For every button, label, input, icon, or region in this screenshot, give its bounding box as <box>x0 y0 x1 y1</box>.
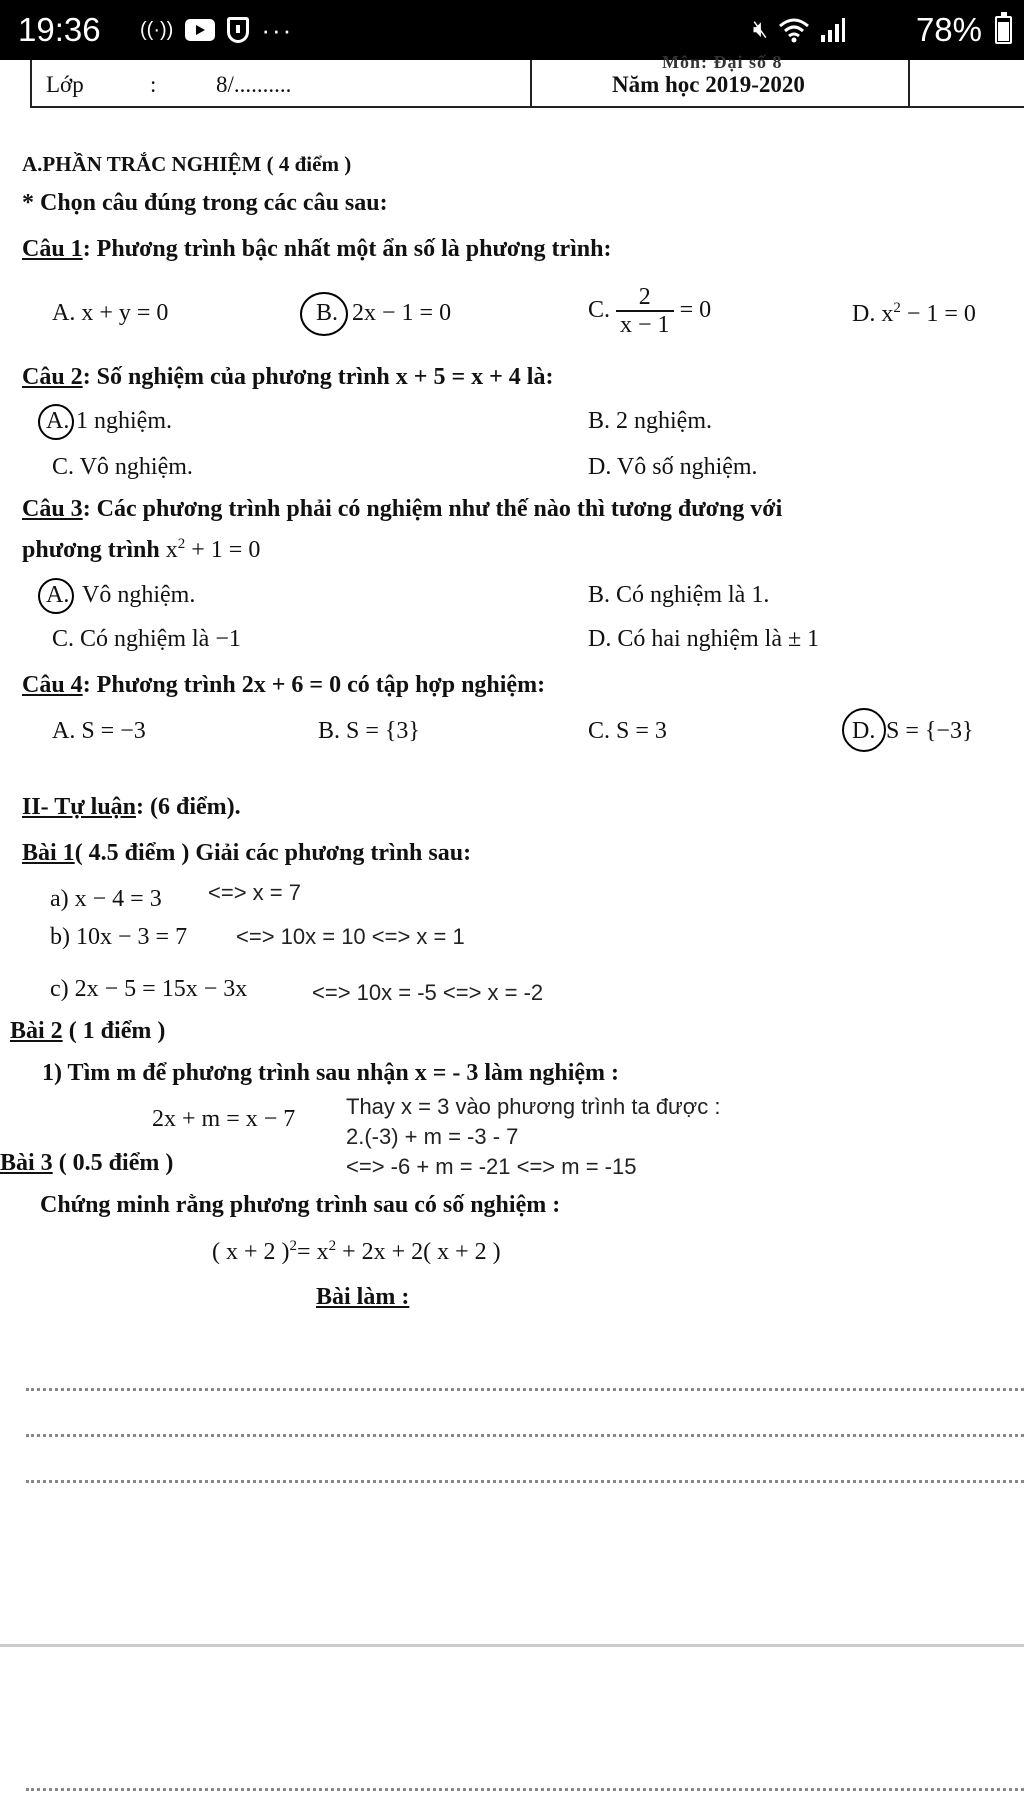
status-right-icons <box>753 0 846 60</box>
q1-option-d-rest: − 1 = 0 <box>900 301 976 327</box>
q3-option-a: Vô nghiệm. <box>82 582 196 608</box>
q1-option-c-rhs: = 0 <box>679 296 712 323</box>
class-label: Lớp <box>46 72 84 97</box>
bai-1 <box>22 840 471 867</box>
bai-1-c-answer: <=> 10x = -5 <=> x = -2 <box>312 980 544 1005</box>
bai-3-eq-left: ( x + 2 ) <box>212 1239 290 1265</box>
bai-3-eq-exp1: 2 <box>289 1238 298 1254</box>
part-b-title-label: II- Tự luận <box>22 794 137 820</box>
bai-3-label: Bài 3 <box>0 1150 53 1176</box>
bai-2 <box>10 1018 165 1045</box>
question-4-label: Câu 4 <box>22 672 83 698</box>
class-value: 8/.......... <box>216 72 292 97</box>
question-4-text: : Phương trình 2x + 6 = 0 có tập hợp nghiệm: <box>82 672 546 698</box>
q2-option-d: D. Vô số nghiệm. <box>588 454 758 480</box>
part-b-title <box>22 794 241 821</box>
q4-option-b: B. S = {3} <box>318 718 420 744</box>
q2-option-c: C. Vô nghiệm. <box>52 454 193 480</box>
battery-icon <box>995 0 1012 60</box>
exam-header-table <box>30 52 1024 108</box>
bai-1-b-answer: <=> 10x = 10 <=> x = 1 <box>236 924 465 949</box>
subject-cut-text: Môn: Đại số 8 <box>662 52 783 72</box>
question-3-line2 <box>22 536 260 564</box>
q4-option-c: C. S = 3 <box>588 718 667 744</box>
bai-3-text: ( 0.5 điểm ) <box>52 1150 174 1176</box>
q1-option-d <box>852 300 976 328</box>
q3-eq-exp: 2 <box>177 536 186 552</box>
status-bar <box>0 0 1024 60</box>
bai-3-equation <box>212 1238 501 1266</box>
question-2-label: Câu 2 <box>22 364 83 390</box>
q1-option-d-base: x <box>881 301 894 327</box>
q3-option-d: D. Có hai nghiệm là ± 1 <box>588 626 820 652</box>
q1-option-b-letter: B. <box>316 300 339 326</box>
q1-option-a: A. x + y = 0 <box>52 300 169 326</box>
fraction-denominator: x − 1 <box>620 312 670 339</box>
youtube-icon <box>185 19 215 41</box>
q4-option-d-letter: D. <box>852 718 876 744</box>
q1-option-b: 2x − 1 = 0 <box>352 300 452 326</box>
q3-option-a-letter: A. <box>46 582 70 608</box>
bai-1-label: Bài 1 <box>22 840 75 866</box>
bai-3 <box>0 1150 173 1177</box>
bai-1-text: ( 4.5 điểm ) Giải các phương trình sau: <box>74 840 472 866</box>
q3-eq-base: x <box>165 537 178 563</box>
q2-option-a: 1 nghiệm. <box>76 408 172 434</box>
question-2-text: : Số nghiệm của phương trình x + 5 = x + 4 là: <box>82 364 554 390</box>
q1-option-d-letter: D. <box>852 301 876 327</box>
q1-option-c <box>588 284 711 339</box>
q4-option-d: S = {−3} <box>886 718 974 744</box>
class-colon: : <box>150 72 157 97</box>
q4-option-a: A. S = −3 <box>52 718 146 744</box>
bai-2-answer-2: 2.(-3) + m = -3 - 7 <box>346 1124 519 1149</box>
answer-line <box>26 1434 1024 1437</box>
question-3-text: : Các phương trình phải có nghiệm như thế nào thì tương đương với <box>82 496 783 522</box>
question-1 <box>22 236 612 263</box>
shield-icon <box>227 17 249 43</box>
bai-2-answer-3: <=> -6 + m = -21 <=> m = -15 <box>346 1154 637 1179</box>
q1-option-c-letter: C. <box>588 296 611 323</box>
signal-icon <box>820 17 846 43</box>
bai-lam-heading: Bài làm : <box>316 1284 410 1310</box>
bai-3-question: Chứng minh rằng phương trình sau có số nghiệm : <box>40 1192 561 1218</box>
q3-eq-rest: + 1 = 0 <box>185 537 261 563</box>
mute-icon: 🔇︎ <box>752 16 768 43</box>
bai-2-answer-1: Thay x = 3 vào phương trình ta được : <box>346 1094 721 1119</box>
question-1-text: : Phương trình bậc nhất một ẩn số là phương trình: <box>82 236 612 262</box>
q2-option-b: B. 2 nghiệm. <box>588 408 712 434</box>
bai-1-b: b) 10x − 3 = 7 <box>50 924 188 950</box>
question-1-label: Câu 1 <box>22 236 83 262</box>
bai-1-a-answer: <=> x = 7 <box>208 880 301 905</box>
bai-1-a: a) x − 4 = 3 <box>50 886 162 912</box>
part-b-title-rest: : (6 điểm). <box>136 794 241 820</box>
answer-line <box>26 1480 1024 1483</box>
answer-line <box>26 1788 1024 1791</box>
bai-2-question: 1) Tìm m để phương trình sau nhận x = - 3 làm nghiệm : <box>42 1060 620 1086</box>
divider <box>0 1644 1024 1647</box>
part-a-title: A.PHẦN TRẮC NGHIỆM ( 4 điểm ) <box>22 152 352 176</box>
bai-1-c: c) 2x − 5 = 15x − 3x <box>50 976 248 1002</box>
question-2 <box>22 364 553 391</box>
question-4 <box>22 672 545 699</box>
bai-3-eq-right: + 2x + 2( x + 2 ) <box>336 1239 501 1265</box>
battery-percentage: 78% <box>915 11 982 48</box>
bai-2-label: Bài 2 <box>10 1018 63 1044</box>
wifi-icon <box>778 17 810 43</box>
bai-3-eq-mid: = x <box>297 1239 329 1265</box>
answer-line <box>26 1388 1024 1391</box>
fraction-numerator: 2 <box>616 284 674 312</box>
question-3-label: Câu 3 <box>22 496 83 522</box>
q3-option-c: C. Có nghiệm là −1 <box>52 626 241 652</box>
q1-option-d-exp: 2 <box>893 300 901 316</box>
bai-3-eq-exp2: 2 <box>328 1238 337 1254</box>
more-icon: ··· <box>261 14 294 45</box>
fraction <box>616 284 674 339</box>
question-3-text2: phương trình <box>22 537 160 563</box>
instruction: * Chọn câu đúng trong các câu sau: <box>22 190 388 216</box>
school-year: Năm học 2019-2020 <box>612 72 805 97</box>
q3-option-b: B. Có nghiệm là 1. <box>588 582 770 608</box>
q2-option-a-letter: A. <box>46 408 70 434</box>
nfc-icon: ((·)) <box>140 18 174 41</box>
question-3 <box>22 496 782 523</box>
status-time: 19:36 <box>18 11 101 48</box>
bai-2-text: ( 1 điểm ) <box>62 1018 166 1044</box>
bai-2-equation: 2x + m = x − 7 <box>152 1106 296 1132</box>
status-left-icons <box>140 0 293 60</box>
